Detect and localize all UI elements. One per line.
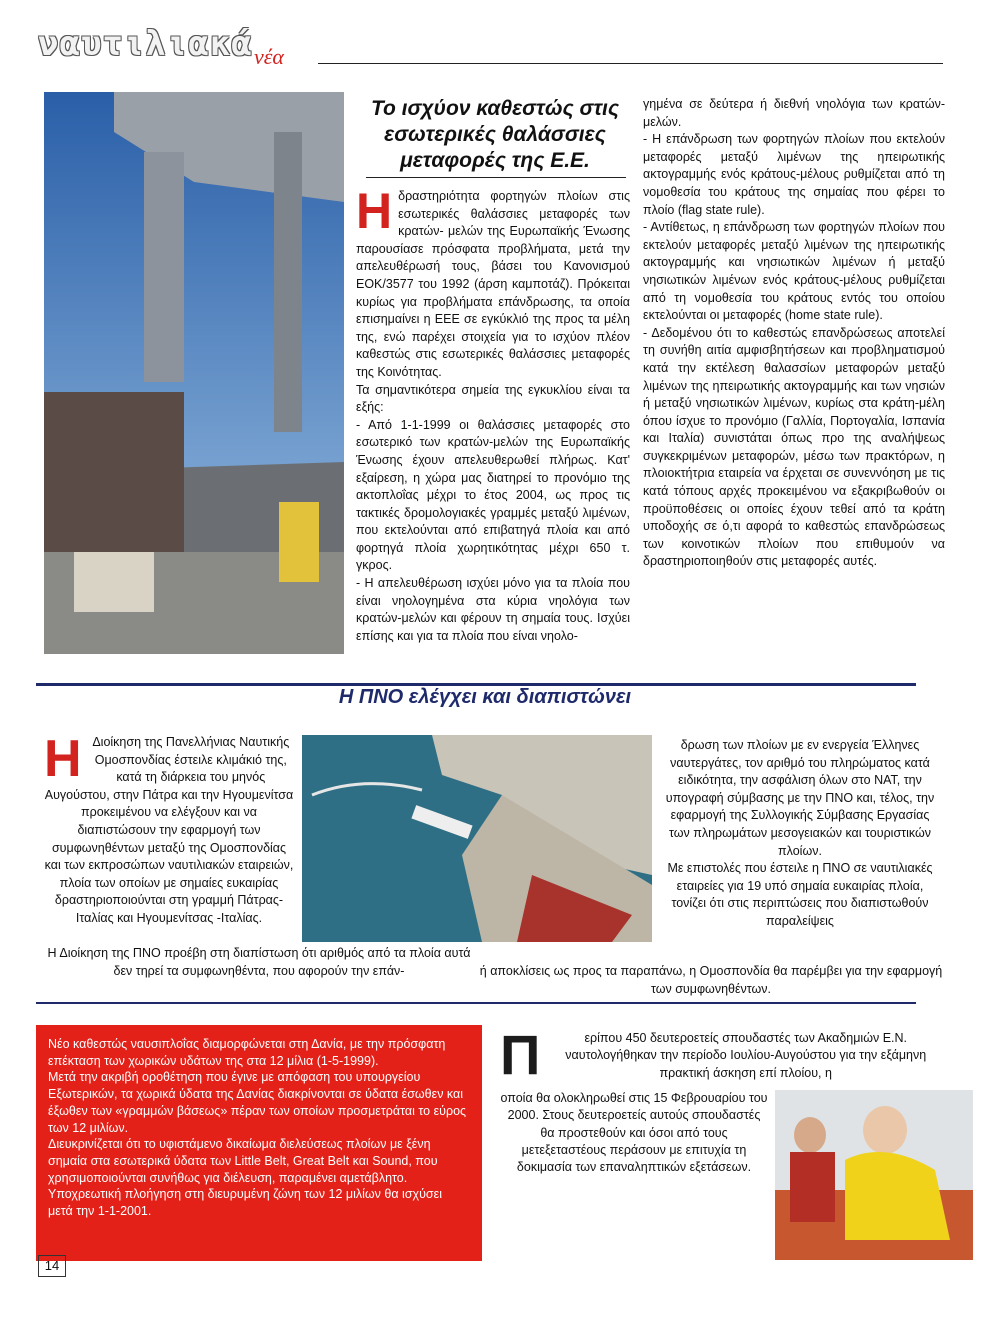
page-number: 14 bbox=[38, 1255, 66, 1277]
masthead-subtitle: νέα bbox=[254, 44, 284, 69]
article1-paragraph: γημένα σε δεύτερα ή διεθνή νηολόγια των κρατών-μελών. bbox=[643, 97, 945, 129]
article1-paragraph: - Η επάνδρωση των φορτηγών πλοίων που εκτελούν μεταφορές μεταξύ λιμένων της ηπειρωτικής ακτογραμμής ενός κράτους-μέλους ρυθμίζεται από τη νομοθεσία του κράτους της σημαίας που φέρει το πλοίο (flag state rule). bbox=[643, 132, 945, 217]
article2-column-3 bbox=[660, 737, 940, 931]
article1-column-1 bbox=[356, 183, 630, 645]
article3-dropcap: Π bbox=[500, 1023, 541, 1086]
article2-dropcap: Η bbox=[44, 730, 82, 788]
article2-text: δρωση των πλοίων με εν ενεργεία Έλληνες ναυτεργάτες, τον αριθμό του πληρώματος κατά ειδικότητα, την ασφάλιση όλων στο ΝΑΤ, την υπογραφή σύμβασης με την ΠΝΟ και, τέλος, την εφαρμογή της Συλλογικής Σύμβασης Εργασίας των πληρωμάτων μεσογειακών και τουριστικών πλοίων. bbox=[665, 738, 935, 858]
article1-paragraph: - Από 1-1-1999 οι θαλάσσιες μεταφορές στο εσωτερικό των κρατών-μελών της Ευρωπαϊκής Ένωσης έχουν απελευθερωθεί πλήρως. Κατ' εξαίρεση, η χώρα μας διατηρεί το προνόμιο της ακτοπλοΐας μέχρι το έτος 2004, ως προς τις τακτικές δρομολογιακές γραμμές μεταξύ λιμένων, που εκτελούνται από επιβατηγά πλοία και από φορτηγά πλοία χωρητικότητας μέχρι 650 τ. γκρος. bbox=[356, 417, 630, 573]
article2-text: Με επιστολές που έστειλε η ΠΝΟ σε ναυτιλιακές εταιρείες για 19 υπό σημαία ευκαιρίας πλοία, τονίζει ότι στις περιπτώσεις που διαπιστωθούν παραλείψεις bbox=[667, 861, 933, 928]
cadets-boat-photo bbox=[775, 1090, 973, 1260]
article1-lead: δραστηριότητα φορτηγών πλοίων στις εσωτερικές θαλάσσιες μεταφορές των κρατών- μελών της Ευρωπαϊκής Ένωσης παρουσίασε πρόσφατα προβλήματα, μετά την απελευθέρωσή τους, βάσει του Κανονισμού ΕΟΚ/3577 του 1992 (άρση καμποτάζ). Πρόκειται κυρίως για προβλήματα επάνδρωσης, τα οποία επισημαίνει η ΕΕΕ σε εγκύκλιό της προς τα μέλη της, ενώ παρέχει στοιχεία για το ισχύον πλέον καθεστώς στις εσωτερικές θαλάσσιες μεταφορές της Κοινότητας. bbox=[356, 189, 630, 379]
denmark-news-box bbox=[36, 1025, 482, 1261]
article1-title: Το ισχύον καθεστώς στις εσωτερικές θαλάσσιες μεταφορές της Ε.Ε. bbox=[370, 97, 620, 172]
title-rule bbox=[366, 177, 626, 178]
article3-intro bbox=[500, 1023, 945, 1086]
article2-text-bottom: Η Διοίκηση της ΠΝΟ προέβη στη διαπίστωση ότι αριθμός από τα πλοία αυτά δεν τηρεί τα συμφωνηθέντα, που αφορούν την επάν- bbox=[47, 946, 471, 978]
redbox-paragraph: Υποχρεωτική πλοήγηση στη διευρυμένη ζώνη των 12 μιλίων θα ισχύσει μετά την 1-1-2001. bbox=[48, 1187, 442, 1219]
article3-text: ερίπου 450 δευτεροετείς σπουδαστές των Ακαδημιών Ε.Ν. ναυτολογήθηκαν την περίοδο Ιουλίου-Αυγούστου για την εξάμηνη πρακτική άσκηση επί πλοίου, η bbox=[565, 1031, 927, 1080]
article1-paragraph: Τα σημαντικότερα σημεία της εγκυκλίου είναι τα εξής: bbox=[356, 382, 630, 415]
article1-paragraph: - Αντίθετως, η επάνδρωση των φορτηγών πλοίων που εκτελούν μεταφορές μεταξύ λιμένων της ηπειρωτικής ακτογραμμής και νησιωτικών λιμένων ή μεταξύ νησιωτικών λιμένων ενός κράτους-μέλους ρυθμίζεται από τη νομοθεσία του κράτους εντός του οποίου εκτελούνται οι μεταφορές (home state rule). bbox=[643, 220, 945, 323]
article2-text: Διοίκηση της Πανελλήνιας Ναυτικής Ομοσπονδίας έστειλε κλιμάκιό της, κατά τη διάρκεια του μηνός Αυγούστου, στην Πάτρα και την Ηγουμενίτσα προκειμένου να ελέγξουν και να διαπιστώσουν την εφαρμογή των συμφωνηθέντων μεταξύ της Ομοσπονδίας και των εκπροσώπων ναυτιλιακών εταιρειών, πλοία των οποίων με σημαίες ευκαιρίας δραστηριοποιούνται στη γραμμή Πάτρας-Ιταλίας και Ηγουμενίτσας -Ιταλίας. bbox=[44, 735, 294, 925]
article2-column-1 bbox=[44, 730, 294, 928]
article3-body: οποία θα ολοκληρωθεί στις 15 Φεβρουαρίου του 2000. Στους δευτεροετείς αυτούς σπουδαστές θα προστεθούν και όσοι από τους μετεξεταστέους περάσουν με επιτυχία τη δοκιμασία των επαναληπτικών εξετάσεων. bbox=[500, 1091, 768, 1175]
article1-paragraph: - Η απελευθέρωση ισχύει μόνο για τα πλοία που είναι νηολογημένα στα κύρια νηολόγια των κρατών-μελών και φέρουν τη σημαία τους. Ισχύει επίσης και για τα πλοία που είναι νηολο- bbox=[356, 576, 630, 643]
article2-title: Η ΠΝΟ ελέγχει και διαπιστώνει bbox=[338, 686, 632, 708]
header-rule bbox=[318, 63, 943, 64]
masthead-title: ναυτιλιακά bbox=[38, 24, 253, 64]
article1-paragraph: - Δεδομένου ότι το καθεστώς επανδρώσεως αποτελεί τη συνήθη αιτία αμφισβητήσεων και προβληματισμού κατά την εκτέλεση θαλασσίων μεταφορών μεταξύ λιμένων της ηπειρωτικής ακτογραμμής και των νησιών ή μεταξύ νησιωτικών λιμένων, κυρίως στα κράτη-μέλη όπου ίσχυε το προνόμιο (Γαλλία, Πορτογαλία, Ισπανία και Ιταλία) συνιστάται όπως προ της αναλήψεως συγκεκριμένων μεταφορών, μέσω των πρακτόρων, η πλοιοκτήτρια εταιρεία να έρχεται σε συνεννόηση με τις κατά τόπους αρχές προκειμένου να εξακριβωθούν οι προϋποθέσεις οι οποίες έχουν τεθεί από τα κράτη υποδοχής σε ό,τι αφορά το καθεστώς επανδρώσεως των κοινοτικών πλοίων που επιθυμούν να δραστηριοποιηθούν στις μεταφορές αυτές. bbox=[643, 325, 945, 569]
redbox-paragraph: Διευκρινίζεται ότι το υφιστάμενο δικαίωμα διελεύσεως πλοίων με ξένη σημαία στα εσωτερικά ύδατα των Little Belt, Great Belt και Sound, που χρησιμοποιούνται συνήθως για διέλευση, παραμένει αμετάβλητο. bbox=[48, 1137, 438, 1185]
section-divider bbox=[36, 1002, 916, 1004]
redbox-paragraph: Μετά την ακριβή οροθέτηση που έγινε με απόφαση του υπουργείου Εξωτερικών, τα χωρικά ύδατα της Δανίας διακρίνονται σε ύδατα έσωθεν και έξωθεν των «γραμμών βάσεως» πέραν των οποίων προσμετράται το εύρος των 12 μιλίων. bbox=[48, 1070, 467, 1135]
ship-crane-photo bbox=[44, 92, 344, 654]
harbor-aerial-photo bbox=[302, 735, 652, 942]
article1-dropcap: Η bbox=[356, 183, 393, 239]
article2-text-end: ή αποκλίσεις ως προς τα παραπάνω, η Ομοσπονδία θα παρέμβει για την εφαρμογή των συμφωνηθέντων. bbox=[479, 964, 943, 996]
article1-column-2 bbox=[643, 96, 945, 571]
redbox-paragraph: Νέο καθεστώς ναυσιπλοΐας διαμορφώνεται στη Δανία, με την πρόσφατη επέκταση των χωρικών υδάτων της στα 12 μίλια (1-5-1999). bbox=[48, 1037, 446, 1068]
